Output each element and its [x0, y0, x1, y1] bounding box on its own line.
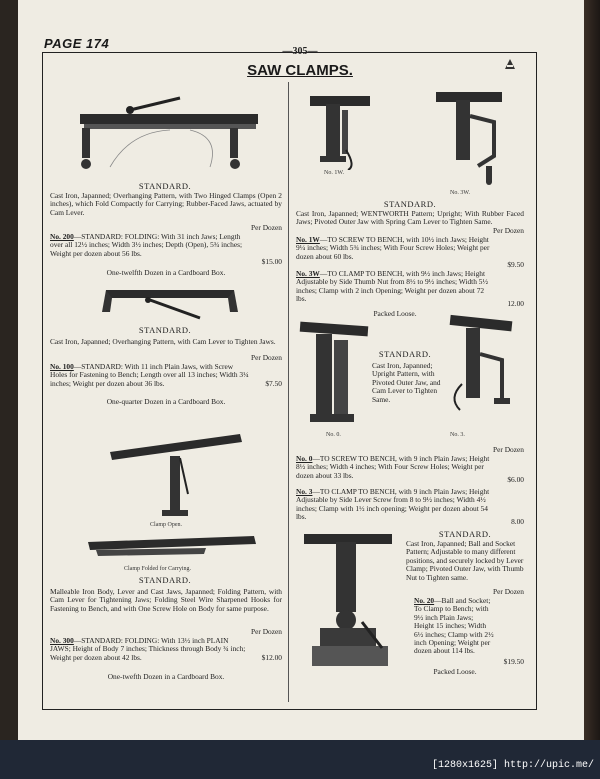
- item-price: $7.50: [265, 379, 282, 388]
- section-heading: STANDARD.: [138, 575, 192, 585]
- price-unit-label: Per Dozen: [493, 226, 524, 235]
- page-title: SAW CLAMPS.: [247, 62, 353, 79]
- item-price: $19.50: [503, 657, 524, 666]
- item-number: No. 0: [296, 454, 313, 463]
- item-number: No. 100: [50, 362, 74, 371]
- product-description: Cast Iron, Japanned; Upright Pattern, with Pivoted Outer Jaw, and Cam Lever to Tighten Same.: [372, 361, 441, 404]
- price-unit-label: Per Dozen: [251, 353, 282, 362]
- illustration-caption: No. 3.: [450, 432, 465, 438]
- price-unit-label: Per Dozen: [251, 627, 282, 636]
- illustration-caption: No. 0.: [326, 432, 341, 438]
- item-price: $15.00: [261, 257, 282, 266]
- clamp-no-0-illustration: [296, 318, 372, 430]
- brand-logo-icon: [503, 57, 517, 71]
- item-number: No. 3: [296, 487, 313, 496]
- item-description: —TO CLAMP TO BENCH, with 9½ inch Jaws; Height Adjustable by Side Thumb Nut from 8½ to 9½ inches; Width 5½ inches; Clamp with 2 inch Opening; Weight per dozen about 72 lbs.: [296, 269, 488, 304]
- item-price: $9.50: [507, 260, 524, 269]
- item-price: 8.00: [511, 517, 524, 526]
- clamp-no-200-illustration: [70, 92, 270, 178]
- product-description: Cast Iron, Japanned; Overhanging Pattern, with Cam Lever to Tighten Jaws.: [50, 337, 276, 346]
- page-number: —305—: [282, 46, 318, 57]
- illustration-caption: Clamp Folded for Carrying.: [124, 566, 191, 572]
- item-description: —STANDARD: FOLDING: With 13½ inch PLAIN JAWS; Height of Body 7 inches; Thickness through Body ¾ inch; Weight per dozen about 42 lbs.: [50, 636, 246, 662]
- product-description: Cast Iron, Japanned; Overhanging Pattern, with Two Hinged Clamps (Open 2 inches), which Fold Compactly for Carrying; Rubber-Faced Jaws, actuated by Cam Lever.: [50, 191, 282, 217]
- price-unit-label: Per Dozen: [493, 587, 524, 596]
- image-size-watermark: [1280x1625] http://upic.me/: [432, 760, 595, 771]
- section-heading: STANDARD.: [138, 325, 192, 335]
- item-number: No. 300: [50, 636, 74, 645]
- item-description: —STANDARD: FOLDING: With 31 inch Jaws; Length over all 12½ inches; Width 3½ inches; Depth (Open), 5¾ inches; Weight per dozen about 56 lbs.: [50, 232, 243, 258]
- item-price: 12.00: [507, 299, 524, 308]
- book-spine: [584, 0, 600, 779]
- clamp-no-3-illustration: [442, 314, 518, 424]
- clamp-no-3w-illustration: [430, 86, 512, 186]
- clamp-no-100-illustration: [100, 282, 240, 324]
- clamp-no-1w-illustration: [296, 90, 380, 170]
- price-unit-label: Per Dozen: [251, 223, 282, 232]
- item-description: —TO SCREW TO BENCH, with 10½ inch Jaws; Height 9¼ inches; Width 5¾ inches; With Four Screw Holes; Weight per dozen about 60 lbs.: [296, 235, 490, 261]
- packing-note: Packed Loose.: [433, 667, 477, 676]
- item-price: $12.00: [261, 653, 282, 662]
- item-description: —TO SCREW TO BENCH, with 9 inch Plain Jaws; Height 8½ inches; Width 4 inches; With Four Screw Holes; Weight per dozen about 33 lbs.: [296, 454, 490, 480]
- section-heading: STANDARD.: [378, 349, 432, 359]
- illustration-caption: No. 1W.: [324, 170, 344, 176]
- packing-note: One-quarter Dozen in a Cardboard Box.: [106, 397, 226, 406]
- illustration-caption: No. 3W.: [450, 190, 470, 196]
- section-heading: STANDARD.: [438, 529, 492, 539]
- item-description: —Ball and Socket; To Clamp to Bench; with 9½ inch Plain Jaws; Height 15 inches; Width 6½ inches; Clamp with 2½ inch Opening; Weight per dozen about 114 lbs.: [414, 596, 494, 656]
- item-number: No. 200: [50, 232, 74, 241]
- item-number: No. 20: [414, 596, 435, 605]
- column-divider: [288, 82, 289, 702]
- packing-note: One-twefth Dozen in a Cardboard Box.: [107, 672, 225, 681]
- price-unit-label: Per Dozen: [493, 445, 524, 454]
- item-description: —TO CLAMP TO BENCH, with 9 inch Plain Jaws; Height Adjustable by Side Lever Screw from 8 to 9½ inches; Width 4½ inches; Clamp with 1½ inch opening; Weight per dozen about 54 lbs.: [296, 487, 490, 522]
- product-description: Malleable Iron Body, Lever and Cast Jaws, Japanned; Folding Pattern, with Cam Lever for Tightening Jaws; Folding Steel Wire Sharpened Hooks for Fastening to Bench, and with One Screw Hole on Body for same purpose.: [50, 587, 282, 613]
- section-heading: STANDARD.: [138, 181, 192, 191]
- item-number: No. 1W: [296, 235, 320, 244]
- item-number: No. 3W: [296, 269, 320, 278]
- packing-note: One-twelfth Dozen in a Cardboard Box.: [106, 268, 226, 277]
- item-description: —STANDARD: With 11 inch Plain Jaws, with Screw Holes for Fastening to Bench; Length over all 13 inches; Width 3¼ inches; Weight per dozen about 36 lbs.: [50, 362, 249, 388]
- page-header: PAGE 174: [44, 36, 110, 51]
- clamp-no-20-illustration: [300, 530, 404, 680]
- product-description: Cast Iron, Japanned; WENTWORTH Pattern; Upright; With Rubber Faced Jaws; Pivoted Outer Jaw with Spring Cam Lever to Tighten Same.: [296, 209, 524, 227]
- item-price: $6.00: [507, 475, 524, 484]
- product-description: Cast Iron, Japanned; Ball and Socket Pattern; Adjustable to many different positions, and securely locked by Lever Clamp; Pivoted Outer Jaw, with Thumb Nut to Tighten same.: [406, 539, 524, 582]
- clamp-no-300-folded-illustration: [86, 530, 258, 562]
- section-heading: STANDARD.: [383, 199, 437, 209]
- packing-note: Packed Loose.: [373, 309, 417, 318]
- illustration-caption: Clamp Open.: [150, 522, 182, 528]
- clamp-no-300-open-illustration: [100, 412, 250, 520]
